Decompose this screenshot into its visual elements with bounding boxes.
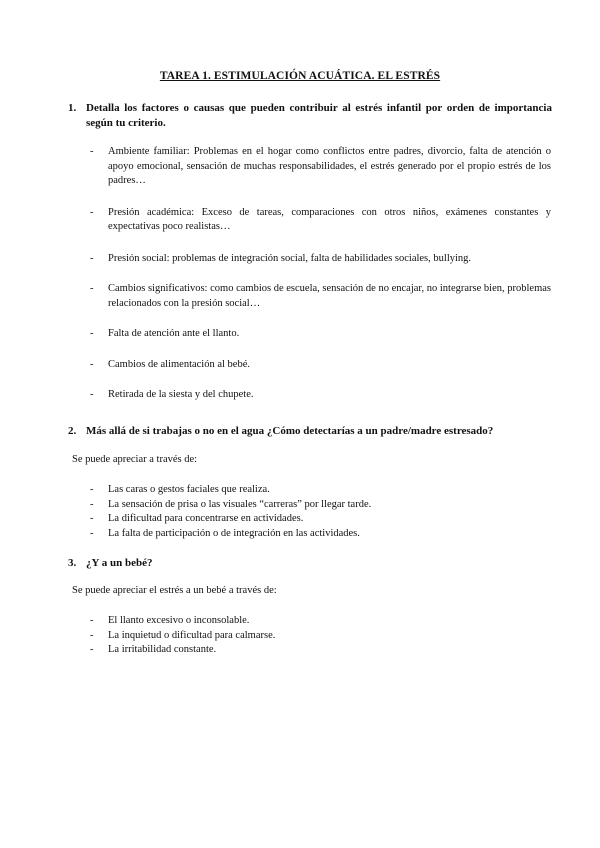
list-item: - La inquietud o dificultad para calmarse.: [88, 629, 551, 644]
question-2: [68, 424, 552, 439]
question-3-answer-list: [88, 614, 551, 658]
list-item: - Presión social: problemas de integración social, falta de habilidades sociales, bullying.: [88, 252, 551, 267]
question-2-number: 2.: [68, 425, 77, 437]
question-1: [68, 101, 552, 131]
question-3-text: ¿Y a un bebé?: [86, 557, 153, 569]
question-3-number: 3.: [68, 557, 77, 569]
question-1-answer-list: [88, 145, 551, 403]
question-1-number: 1.: [68, 102, 77, 114]
list-item: - Cambios significativos: como cambios de escuela, sensación de no encajar, no integrarse bien, problemas relacionados con la presión social…: [88, 282, 551, 311]
question-2-text: Más allá de si trabajas o no en el agua ¿Cómo detectarías a un padre/madre estresado?: [86, 425, 494, 437]
list-item: - Presión académica: Exceso de tareas, comparaciones con otros niños, exámenes constantes y expectativas poco realistas…: [88, 206, 551, 235]
question-3-intro: Se puede apreciar el estrés a un bebé a través de:: [72, 585, 277, 596]
question-1-text: Detalla los factores o causas que pueden contribuir al estrés infantil por orden de importancia según tu criterio.: [86, 102, 552, 129]
list-item: - El llanto excesivo o inconsolable.: [88, 614, 551, 629]
list-item: - La dificultad para concentrarse en actividades.: [88, 512, 551, 527]
question-2-intro: Se puede apreciar a través de:: [72, 454, 198, 465]
list-item: - La irritabilidad constante.: [88, 643, 551, 658]
document-title: TAREA 1. ESTIMULACIÓN ACUÁTICA. EL ESTRÉS: [159, 70, 441, 82]
question-2-answer-list: [88, 483, 551, 541]
list-item: - Cambios de alimentación al bebé.: [88, 358, 551, 373]
question-3: [68, 556, 552, 571]
list-item: - Ambiente familiar: Problemas en el hogar como conflictos entre padres, divorcio, falta de atención o apoyo emocional, sensación de muchas responsabilidades, el estrés generado por el propio estrés de los padres…: [88, 145, 551, 189]
list-item: - Falta de atención ante el llanto.: [88, 327, 551, 342]
list-item: - Las caras o gestos faciales que realiza.: [88, 483, 551, 498]
list-item: - La falta de participación o de integración en las actividades.: [88, 527, 551, 542]
list-item: - La sensación de prisa o las visuales “carreras” por llegar tarde.: [88, 498, 551, 513]
list-item: - Retirada de la siesta y del chupete.: [88, 388, 551, 403]
